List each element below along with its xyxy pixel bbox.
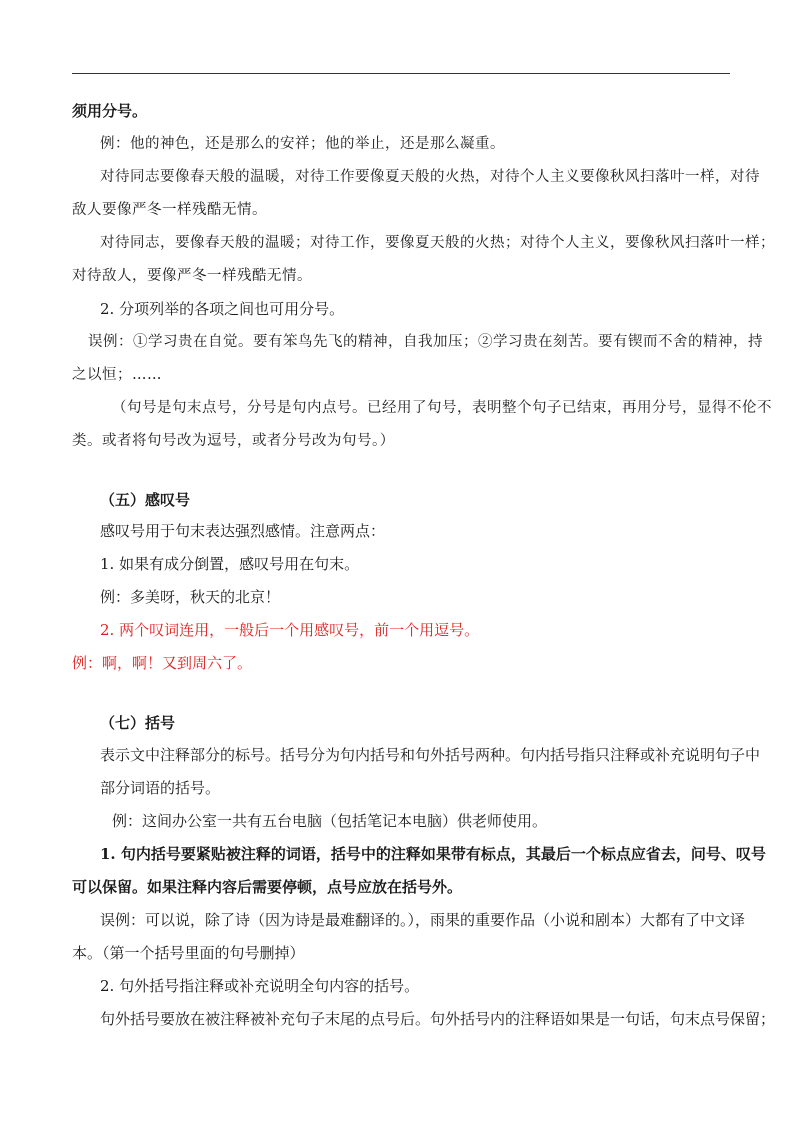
section-heading-parentheses: （七）括号 [100,714,176,732]
example-line: 对待敌人，要像严冬一样残酷无情。 [72,268,312,284]
example-line: 例：这间办公室一共有五台电脑（包括笔记本电脑）供老师使用。 [112,812,548,830]
example-line: 例：他的神色，还是那么的安祥；他的举止，还是那么凝重。 [100,136,505,152]
note-line: 类。或者将句号改为逗号，或者分号改为句号。） [72,433,395,449]
note-line: （句号是句末点号，分号是句内点号。已经用了句号，表明整个句子已结束，再用分号，显得不伦不 [112,400,772,416]
highlighted-rule-line: 2. 两个叹词连用，一般后一个用感叹号，前一个用逗号。 [100,621,480,639]
example-line: 例：多美呀，秋天的北京！ [100,588,281,606]
example-line: 对待同志要像春天般的温暖，对待工作要像夏天般的火热，对待个人主义要像秋风扫落叶一样，对待 [100,169,760,185]
wrong-example-line: 误例：①学习贵在自觉。要有笨鸟先飞的精神，自我加压；②学习贵在刻苦。要有锲而不舍的精神，持 [88,334,763,350]
section-heading-exclamation: （五）感叹号 [100,491,191,509]
text-line: 部分词语的括号。 [100,779,221,797]
text-line: 表示文中注释部分的标号。括号分为句内括号和句外括号两种。句内括号指只注释或补充说明句子中 [100,746,761,764]
bold-rule-line: 可以保留。如果注释内容后需要停顿，点号应放在括号外。 [72,878,463,896]
text-line: 句外括号要放在被注释被补充句子末尾的点号后。句外括号内的注释语如果是一句话，句末点号保留； [100,1010,776,1028]
example-line: 对待同志，要像春天般的温暖；对待工作，要像夏天般的火热；对待个人主义，要像秋风扫落叶一样； [100,235,775,251]
rule-line: 2. 分项列举的各项之间也可用分号。 [100,300,345,318]
wrong-example-line: 误例：可以说，除了诗（因为诗是最难翻译的。），雨果的重要作品（小说和剧本）大都有了中文译 [100,911,746,929]
rule-line: 2. 句外括号指注释或补充说明全句内容的括号。 [100,977,420,995]
example-line: 敌人要像严冬一样残酷无情。 [72,202,267,218]
text-line: 须用分号。 [72,102,148,120]
rule-line: 1. 如果有成分倒置，感叹号用在句末。 [100,555,360,573]
bold-rule-line: 1. 句内括号要紧贴被注释的词语，括号中的注释如果带有标点，其最后一个标点应省去，问号、叹号 [100,845,766,863]
highlighted-example-line: 例：啊，啊！又到周六了。 [72,654,253,672]
text-line: 感叹号用于句末表达强烈感情。注意两点： [100,522,386,540]
wrong-example-line: 本。（第一个括号里面的句号删掉） [72,944,305,962]
wrong-example-line: 之以恒；…… [72,367,162,383]
header-rule [72,73,730,74]
